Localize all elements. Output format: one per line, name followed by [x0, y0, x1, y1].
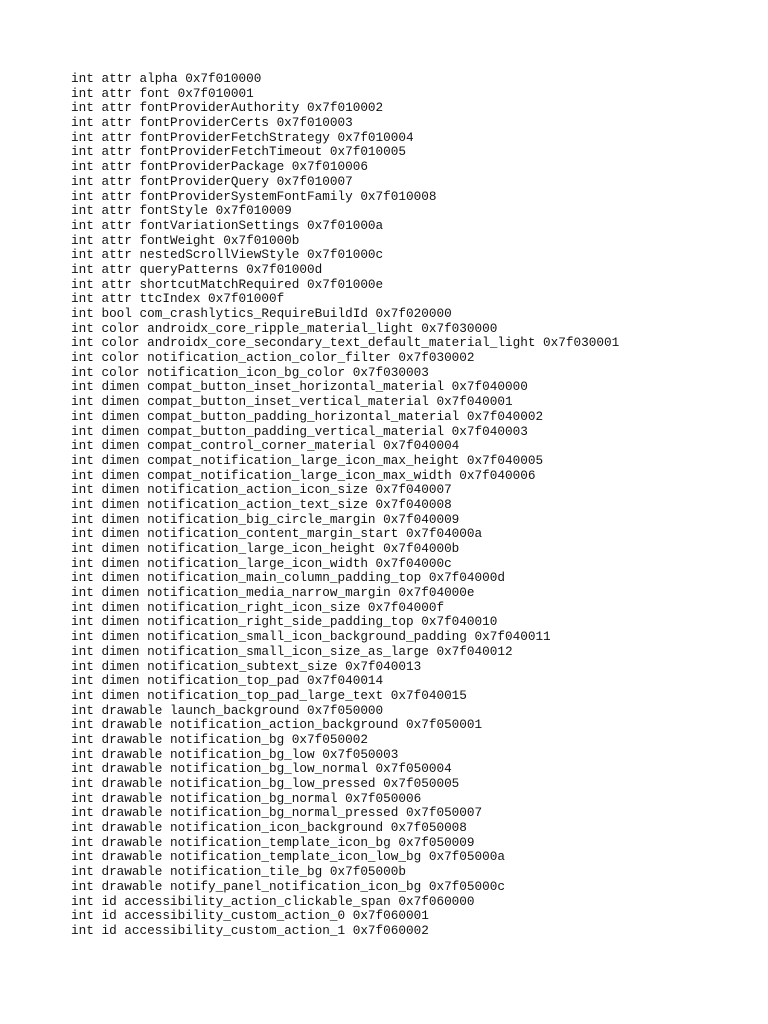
- resource-line: int drawable notification_template_icon_low_bg 0x7f05000a: [71, 849, 505, 865]
- resource-line: int dimen compat_control_corner_material 0x7f040004: [71, 438, 460, 454]
- resource-line: int attr ttcIndex 0x7f01000f: [71, 291, 285, 307]
- resource-line: int attr fontWeight 0x7f01000b: [71, 232, 300, 248]
- resource-line: int id accessibility_custom_action_0 0x7f060001: [71, 908, 429, 924]
- resource-line: int drawable notification_bg_low_normal 0x7f050004: [71, 761, 452, 777]
- resource-line: int color notification_icon_bg_color 0x7f030003: [71, 364, 429, 380]
- resource-line: int dimen notification_large_icon_width 0x7f04000c: [71, 555, 452, 571]
- resource-line: int dimen notification_right_side_padding_top 0x7f040010: [71, 614, 498, 630]
- resource-line: int dimen compat_button_inset_horizontal_material 0x7f040000: [71, 379, 528, 395]
- resource-line: int id accessibility_action_clickable_span 0x7f060000: [71, 893, 475, 909]
- resource-line: int attr fontProviderAuthority 0x7f010002: [71, 100, 384, 116]
- resource-line: int dimen notification_right_icon_size 0x7f04000f: [71, 599, 445, 615]
- resource-line: int attr fontProviderSystemFontFamily 0x7f010008: [71, 188, 437, 204]
- resource-line: int attr fontVariationSettings 0x7f01000a: [71, 217, 384, 233]
- resource-line: int dimen notification_action_icon_size 0x7f040007: [71, 482, 452, 498]
- resource-line: int dimen notification_small_icon_size_as_large 0x7f040012: [71, 643, 513, 659]
- resource-line: int attr fontProviderPackage 0x7f010006: [71, 159, 368, 175]
- resource-line: int color androidx_core_ripple_material_light 0x7f030000: [71, 320, 498, 336]
- resource-line: int color notification_action_color_filter 0x7f030002: [71, 350, 475, 366]
- resource-line: int attr fontProviderFetchTimeout 0x7f010005: [71, 144, 407, 160]
- resource-line: int attr shortcutMatchRequired 0x7f01000e: [71, 276, 384, 292]
- resource-line: int dimen notification_content_margin_start 0x7f04000a: [71, 526, 483, 542]
- resource-line: int dimen notification_small_icon_background_padding 0x7f040011: [71, 629, 551, 645]
- resource-line: int attr queryPatterns 0x7f01000d: [71, 261, 323, 277]
- resource-line: int attr fontProviderCerts 0x7f010003: [71, 115, 353, 131]
- resource-line: int drawable notify_panel_notification_icon_bg 0x7f05000c: [71, 878, 505, 894]
- resource-line: int drawable notification_bg_low 0x7f050003: [71, 746, 399, 762]
- resource-line: int attr fontStyle 0x7f010009: [71, 203, 292, 219]
- resource-line: int dimen notification_big_circle_margin 0x7f040009: [71, 511, 460, 527]
- resource-line: int dimen notification_media_narrow_margin 0x7f04000e: [71, 585, 475, 601]
- resource-line: int dimen notification_large_icon_height 0x7f04000b: [71, 541, 460, 556]
- resource-line: int drawable notification_template_icon_bg 0x7f050009: [71, 834, 475, 850]
- resource-line: int attr fontProviderQuery 0x7f010007: [71, 173, 353, 189]
- resource-line: int attr alpha 0x7f010000: [71, 71, 262, 86]
- resource-line: int drawable notification_icon_background 0x7f050008: [71, 820, 467, 836]
- resource-line: int drawable notification_tile_bg 0x7f05000b: [71, 864, 407, 880]
- resource-line: int id accessibility_custom_action_1 0x7f060002: [71, 922, 429, 938]
- resource-line: int drawable notification_bg_normal_pressed 0x7f050007: [71, 805, 483, 821]
- resource-line: int dimen notification_top_pad 0x7f040014: [71, 673, 384, 689]
- resource-line: int drawable notification_bg_normal 0x7f050006: [71, 790, 422, 806]
- resource-line: int attr fontProviderFetchStrategy 0x7f010004: [71, 129, 414, 145]
- resource-line: int dimen notification_action_text_size 0x7f040008: [71, 496, 452, 512]
- resource-line: int dimen compat_button_padding_vertical_material 0x7f040003: [71, 423, 528, 439]
- resource-line: int dimen compat_button_padding_horizontal_material 0x7f040002: [71, 408, 544, 424]
- resource-line: int dimen compat_notification_large_icon_max_width 0x7f040006: [71, 467, 536, 483]
- resource-line: int drawable notification_bg 0x7f050002: [71, 731, 368, 747]
- resource-line: int drawable notification_bg_low_pressed 0x7f050005: [71, 776, 460, 791]
- resource-line: int color androidx_core_secondary_text_default_material_light 0x7f030001: [71, 335, 620, 351]
- resource-line: int dimen notification_top_pad_large_text 0x7f040015: [71, 687, 467, 703]
- resource-list: [71, 72, 619, 939]
- resource-line: int attr font 0x7f010001: [71, 85, 254, 101]
- resource-line: int dimen compat_button_inset_vertical_material 0x7f040001: [71, 394, 513, 410]
- resource-line: int dimen compat_notification_large_icon_max_height 0x7f040005: [71, 452, 544, 468]
- resource-line: int drawable notification_action_background 0x7f050001: [71, 717, 483, 733]
- resource-line: int dimen notification_main_column_padding_top 0x7f04000d: [71, 570, 505, 586]
- resource-line: int dimen notification_subtext_size 0x7f040013: [71, 658, 422, 674]
- resource-line: int drawable launch_background 0x7f050000: [71, 702, 384, 718]
- resource-line: int attr nestedScrollViewStyle 0x7f01000c: [71, 247, 384, 263]
- resource-line: int bool com_crashlytics_RequireBuildId 0x7f020000: [71, 306, 452, 321]
